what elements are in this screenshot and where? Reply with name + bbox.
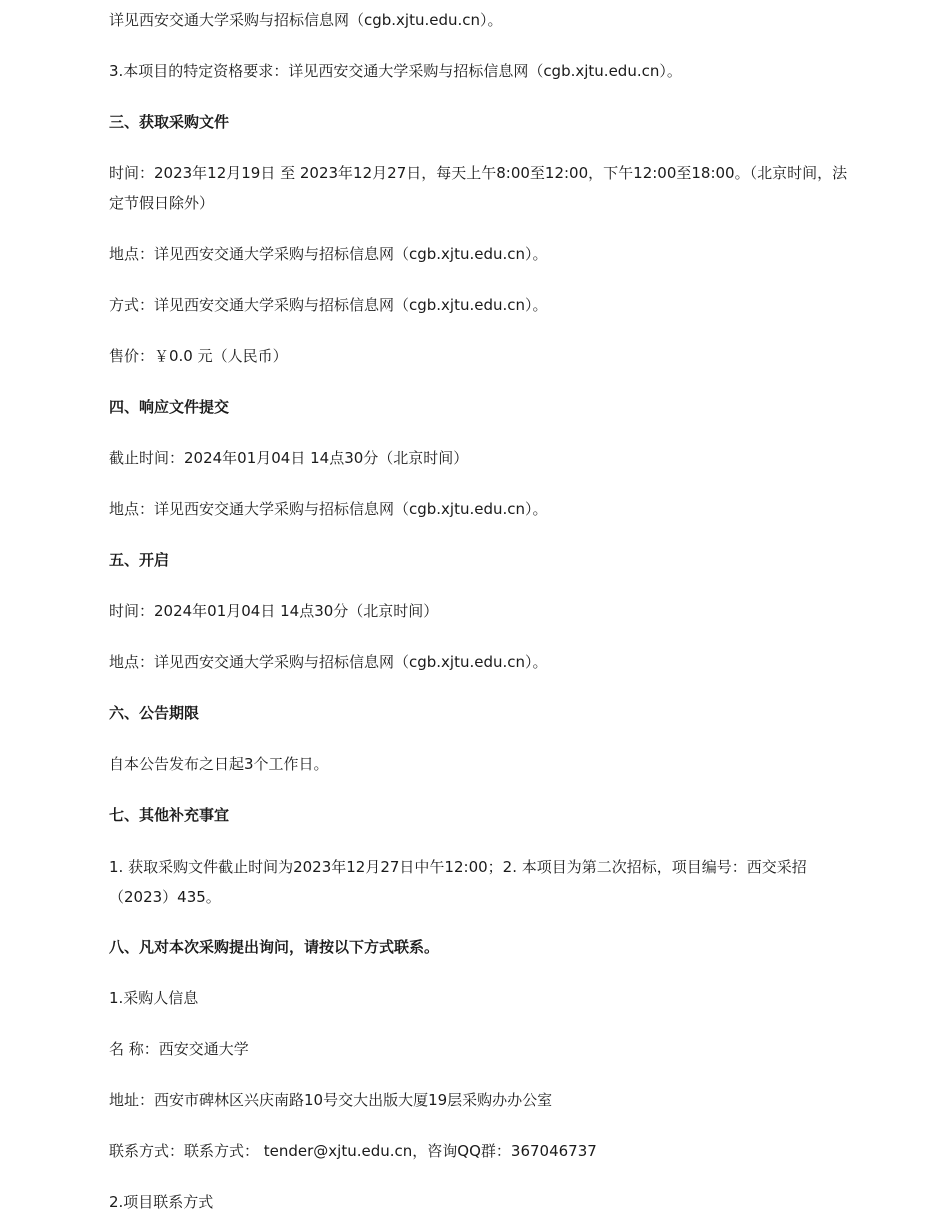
- paragraph-qualification: 3.本项目的特定资格要求：详见西安交通大学采购与招标信息网（cgb.xjtu.edu.cn）。: [109, 62, 682, 80]
- paragraph-opening-time: 时间：2024年01月04日 14点30分（北京时间）: [109, 602, 439, 620]
- paragraph-project-contact: 2.项目联系方式: [109, 1193, 214, 1211]
- paragraph-supplementary: 1. 获取采购文件截止时间为2023年12月27日中午12:00；2. 本项目为第二次招标，项目编号：西交采招（2023）435。: [109, 858, 807, 906]
- section-heading-notice-period: 六、公告期限: [109, 704, 200, 722]
- paragraph-purchaser-info: 1.采购人信息: [109, 989, 199, 1007]
- section-heading-submission: 四、响应文件提交: [109, 398, 230, 416]
- section-heading-opening: 五、开启: [109, 551, 170, 569]
- section-heading-supplementary: 七、其他补充事宜: [109, 806, 230, 824]
- paragraph-website-ref: 详见西安交通大学采购与招标信息网（cgb.xjtu.edu.cn）。: [109, 11, 503, 29]
- paragraph-price: 售价：￥0.0 元（人民币）: [109, 347, 288, 365]
- paragraph-obtain-location: 地点：详见西安交通大学采购与招标信息网（cgb.xjtu.edu.cn）。: [109, 245, 548, 263]
- paragraph-purchaser-contact: 联系方式：联系方式： tender@xjtu.edu.cn，咨询QQ群：367046737: [109, 1142, 597, 1160]
- section-heading-contact: 八、凡对本次采购提出询问，请按以下方式联系。: [109, 938, 440, 956]
- paragraph-submission-location: 地点：详见西安交通大学采购与招标信息网（cgb.xjtu.edu.cn）。: [109, 500, 548, 518]
- paragraph-purchaser-address: 地址：西安市碑林区兴庆南路10号交大出版大厦19层采购办办公室: [109, 1091, 553, 1109]
- paragraph-opening-location: 地点：详见西安交通大学采购与招标信息网（cgb.xjtu.edu.cn）。: [109, 653, 548, 671]
- paragraph-purchaser-name: 名 称：西安交通大学: [109, 1040, 249, 1058]
- paragraph-obtain-time: 时间：2023年12月19日 至 2023年12月27日，每天上午8:00至12:00，下午12:00至18:00。（北京时间，法定节假日除外）: [109, 164, 848, 212]
- paragraph-notice-period: 自本公告发布之日起3个工作日。: [109, 755, 329, 773]
- paragraph-obtain-method: 方式：详见西安交通大学采购与招标信息网（cgb.xjtu.edu.cn）。: [109, 296, 548, 314]
- paragraph-deadline: 截止时间：2024年01月04日 14点30分（北京时间）: [109, 449, 469, 467]
- section-heading-obtain-docs: 三、获取采购文件: [109, 113, 230, 131]
